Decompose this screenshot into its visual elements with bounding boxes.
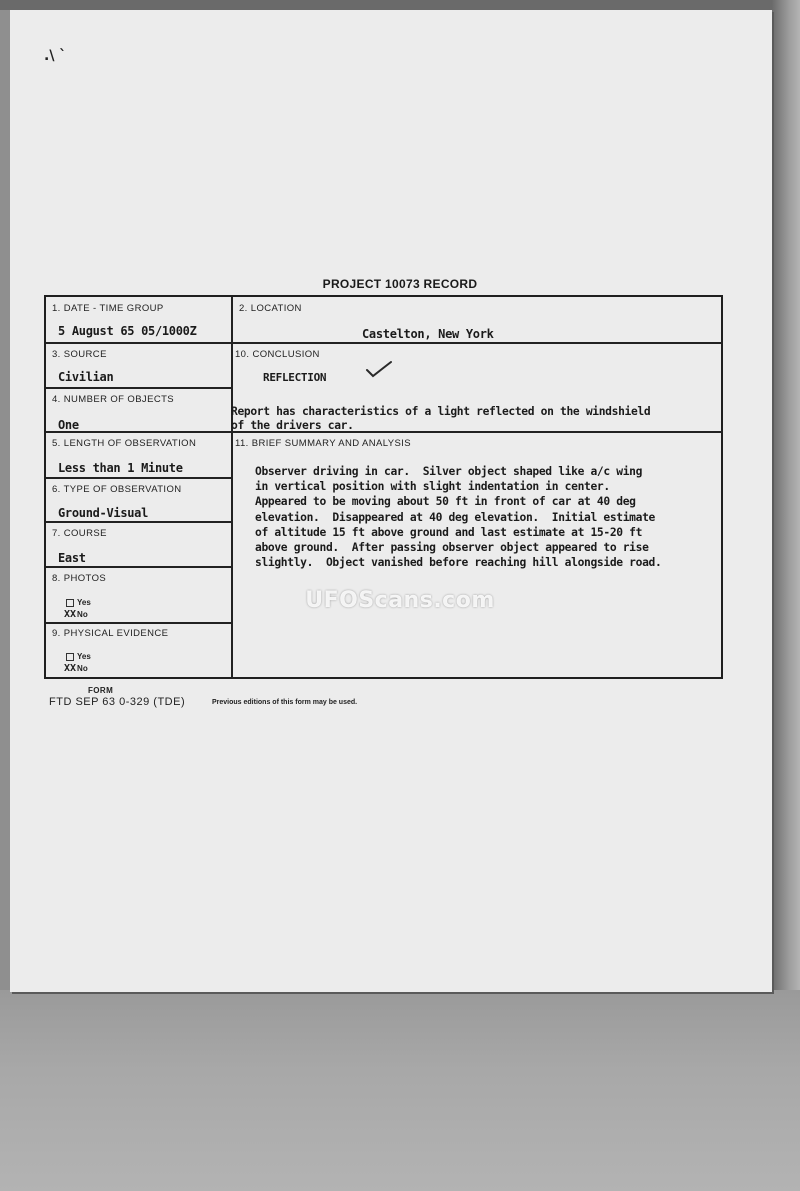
row-divider	[46, 387, 232, 389]
scan-top-edge	[0, 0, 800, 10]
photos-yes-label: Yes	[77, 598, 91, 607]
physical-evidence-no-label: No	[77, 664, 88, 673]
scan-background	[0, 990, 800, 1191]
conclusion-value: REFLECTION	[263, 371, 327, 384]
source-label: 3. SOURCE	[52, 349, 107, 360]
scan-right-edge	[772, 0, 800, 1000]
physical-evidence-yes-label: Yes	[77, 652, 91, 661]
source-value: Civilian	[58, 370, 114, 384]
physical-evidence-yes-option	[66, 652, 91, 661]
corner-mark: .\ `	[44, 48, 67, 64]
photos-label: 8. PHOTOS	[52, 573, 107, 584]
date-time-group-label: 1. DATE - TIME GROUP	[52, 303, 164, 314]
checkbox-empty-icon	[66, 653, 74, 661]
physical-evidence-no-option	[64, 663, 88, 674]
conclusion-detail: Report has characteristics of a light reflected on the windshield of the drivers car.	[231, 405, 651, 432]
number-of-objects-label: 4. NUMBER OF OBJECTS	[52, 394, 175, 405]
row-divider	[46, 622, 232, 624]
row-divider	[46, 342, 232, 344]
brief-summary-label: 11. BRIEF SUMMARY AND ANALYSIS	[235, 438, 412, 449]
date-time-group-value: 5 August 65 05/1000Z	[58, 324, 197, 338]
row-divider	[46, 521, 232, 523]
course-value: East	[58, 551, 86, 565]
row-divider	[46, 477, 232, 479]
length-of-observation-label: 5. LENGTH OF OBSERVATION	[52, 438, 197, 449]
photos-no-mark: XX	[64, 609, 77, 620]
footer-note: Previous editions of this form may be used.	[212, 699, 358, 706]
photos-no-label: No	[77, 610, 88, 619]
course-label: 7. COURSE	[52, 528, 107, 539]
footer-form-label: FORM	[88, 686, 114, 695]
watermark: UFOScans.com	[305, 588, 495, 613]
row-divider	[46, 566, 232, 568]
brief-summary-text: Observer driving in car. Silver object shaped like a/c wing in vertical position with slight indentation in center. Appeared to be moving about 50 ft in front of car at 40 deg elevation. Disappeared at 40 deg elevation. Initial estimate of altitude 15 ft above ground and last estimate at 15-20 ft above ground. After passing observer object appeared to rise slightly. Object vanished before reaching hill alongside road.	[255, 465, 662, 570]
conclusion-label: 10. CONCLUSION	[235, 349, 320, 360]
row-divider	[231, 342, 723, 344]
physical-evidence-no-mark: XX	[64, 663, 77, 674]
handwritten-checkmark-icon	[365, 360, 395, 380]
location-label: 2. LOCATION	[239, 303, 302, 314]
physical-evidence-label: 9. PHYSICAL EVIDENCE	[52, 628, 169, 639]
length-of-observation-value: Less than 1 Minute	[58, 461, 183, 475]
location-value: Castelton, New York	[362, 327, 494, 341]
column-divider	[231, 297, 233, 677]
type-of-observation-value: Ground-Visual	[58, 506, 149, 520]
type-of-observation-label: 6. TYPE OF OBSERVATION	[52, 484, 182, 495]
footer-form-code: FTD SEP 63 0-329 (TDE)	[49, 696, 186, 708]
form-title: PROJECT 10073 RECORD	[322, 277, 478, 291]
record-form	[44, 295, 723, 679]
number-of-objects-value: One	[58, 418, 79, 432]
